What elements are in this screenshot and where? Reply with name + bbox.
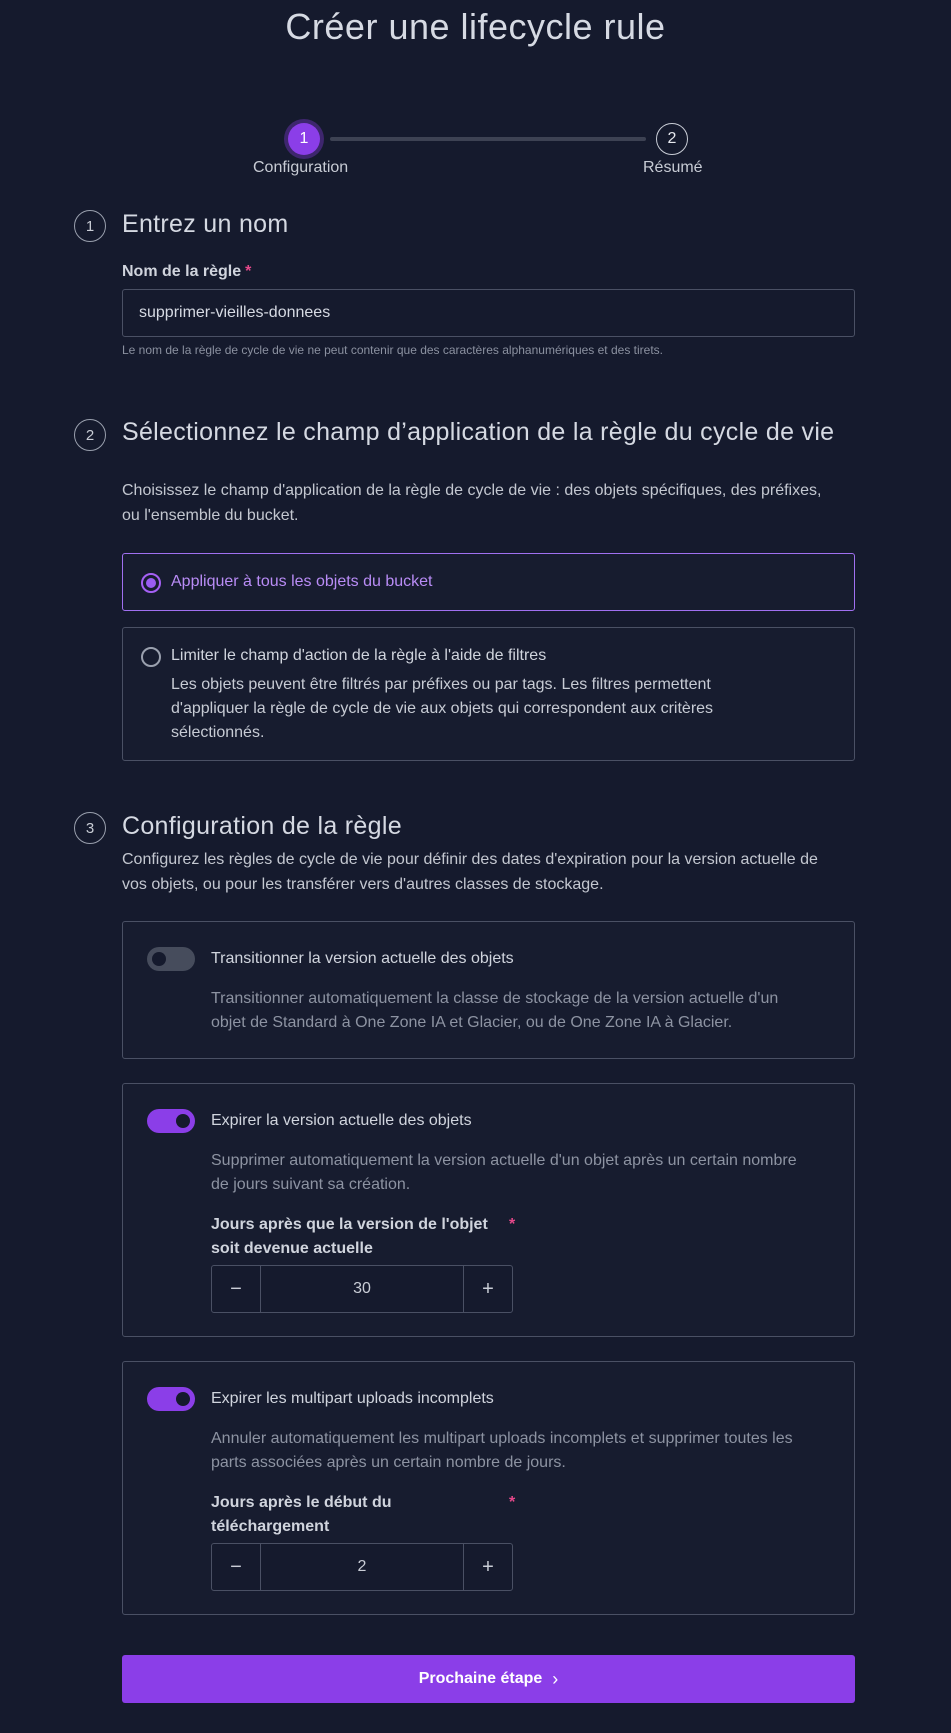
step-2-indicator[interactable]: 2 xyxy=(656,123,688,155)
expire-current-description: Supprimer automatiquement la version actuelle d'un objet après un certain nombre de jours suivant sa création. xyxy=(211,1152,797,1193)
scope-option-all-label: Appliquer à tous les objets du bucket xyxy=(171,573,433,590)
expire-multipart-label: Expirer les multipart uploads incomplets xyxy=(211,1390,494,1407)
rule-name-input[interactable] xyxy=(122,289,855,337)
section-2-title: Sélectionnez le champ d’application de la règle du cycle de vie xyxy=(122,418,835,446)
page-title: Créer une lifecycle rule xyxy=(285,6,666,47)
decrement-button[interactable]: − xyxy=(212,1266,261,1312)
scope-option-all-objects[interactable] xyxy=(122,553,855,611)
expire-multipart-card xyxy=(122,1361,855,1615)
scope-option-filters-label: Limiter le champ d'action de la règle à l'aide de filtres xyxy=(171,647,547,664)
rule-name-label xyxy=(122,263,251,281)
stepper-line xyxy=(330,137,646,141)
step-1-indicator[interactable]: 1 xyxy=(288,123,320,155)
step-2-label: Résumé xyxy=(643,159,703,176)
section-1-title: Entrez un nom xyxy=(122,210,289,238)
expire-current-days-stepper xyxy=(211,1265,513,1313)
section-3-description: Configurez les règles de cycle de vie pour définir des dates d'expiration pour la version actuelle de vos objets, ou pour les transférer vers d'autres classes de stockage. xyxy=(122,851,818,893)
decrement-button[interactable]: − xyxy=(212,1544,261,1590)
chevron-right-icon: › xyxy=(552,1668,559,1689)
section-3-title: Configuration de la règle xyxy=(122,812,402,840)
expire-multipart-days-label xyxy=(211,1491,516,1539)
section-2-number: 2 xyxy=(74,419,106,451)
scope-option-filters[interactable] xyxy=(122,627,855,761)
section-2-description: Choisissez le champ d'application de la règle de cycle de vie : des objets spécifiques, des préfixes, ou l'ensemble du bucket. xyxy=(122,482,822,524)
transition-label: Transitionner la version actuelle des objets xyxy=(211,950,514,967)
expire-current-toggle[interactable] xyxy=(147,1109,195,1133)
rule-name-label-text: Nom de la règle xyxy=(122,263,242,280)
next-step-label: Prochaine étape xyxy=(418,1670,543,1687)
transition-toggle[interactable] xyxy=(147,947,195,971)
expire-multipart-days-label-text: Jours après le début du téléchargement xyxy=(211,1494,392,1535)
step-1-label: Configuration xyxy=(253,159,349,176)
expire-multipart-days-stepper xyxy=(211,1543,513,1591)
progress-stepper xyxy=(0,122,951,182)
rule-name-help: Le nom de la règle de cycle de vie ne peut contenir que des caractères alphanumériques et des tirets. xyxy=(122,343,663,357)
transition-current-version-card xyxy=(122,921,855,1059)
next-step-button[interactable] xyxy=(122,1655,855,1703)
expire-multipart-description: Annuler automatiquement les multipart uploads incomplets et supprimer toutes les parts associées après un certain nombre de jours. xyxy=(211,1430,793,1471)
radio-unselected-icon[interactable] xyxy=(141,647,161,667)
section-3-number: 3 xyxy=(74,812,106,844)
expire-multipart-days-value[interactable]: 2 xyxy=(357,1558,367,1575)
increment-button[interactable]: + xyxy=(463,1544,512,1590)
scope-option-filters-description: Les objets peuvent être filtrés par préfixes ou par tags. Les filtres permettent d'appliquer la règle de cycle de vie aux objets qui correspondent aux critères sélectionnés. xyxy=(171,676,714,741)
expire-multipart-toggle[interactable] xyxy=(147,1387,195,1411)
expire-current-days-value[interactable]: 30 xyxy=(353,1280,371,1297)
transition-description: Transitionner automatiquement la classe de stockage de la version actuelle d'un objet de Standard à One Zone IA et Glacier, ou de One Zone IA à Glacier. xyxy=(211,990,779,1031)
increment-button[interactable]: + xyxy=(463,1266,512,1312)
expire-current-label: Expirer la version actuelle des objets xyxy=(211,1112,472,1129)
expire-current-days-label-text: Jours après que la version de l'objet soit devenue actuelle xyxy=(211,1216,488,1257)
required-asterisk: * xyxy=(509,1216,516,1233)
expire-current-days-label xyxy=(211,1213,516,1261)
required-asterisk: * xyxy=(509,1494,516,1511)
expire-current-version-card xyxy=(122,1083,855,1337)
required-asterisk: * xyxy=(245,263,252,280)
section-1-number: 1 xyxy=(74,210,106,242)
radio-selected-icon[interactable] xyxy=(141,573,161,593)
